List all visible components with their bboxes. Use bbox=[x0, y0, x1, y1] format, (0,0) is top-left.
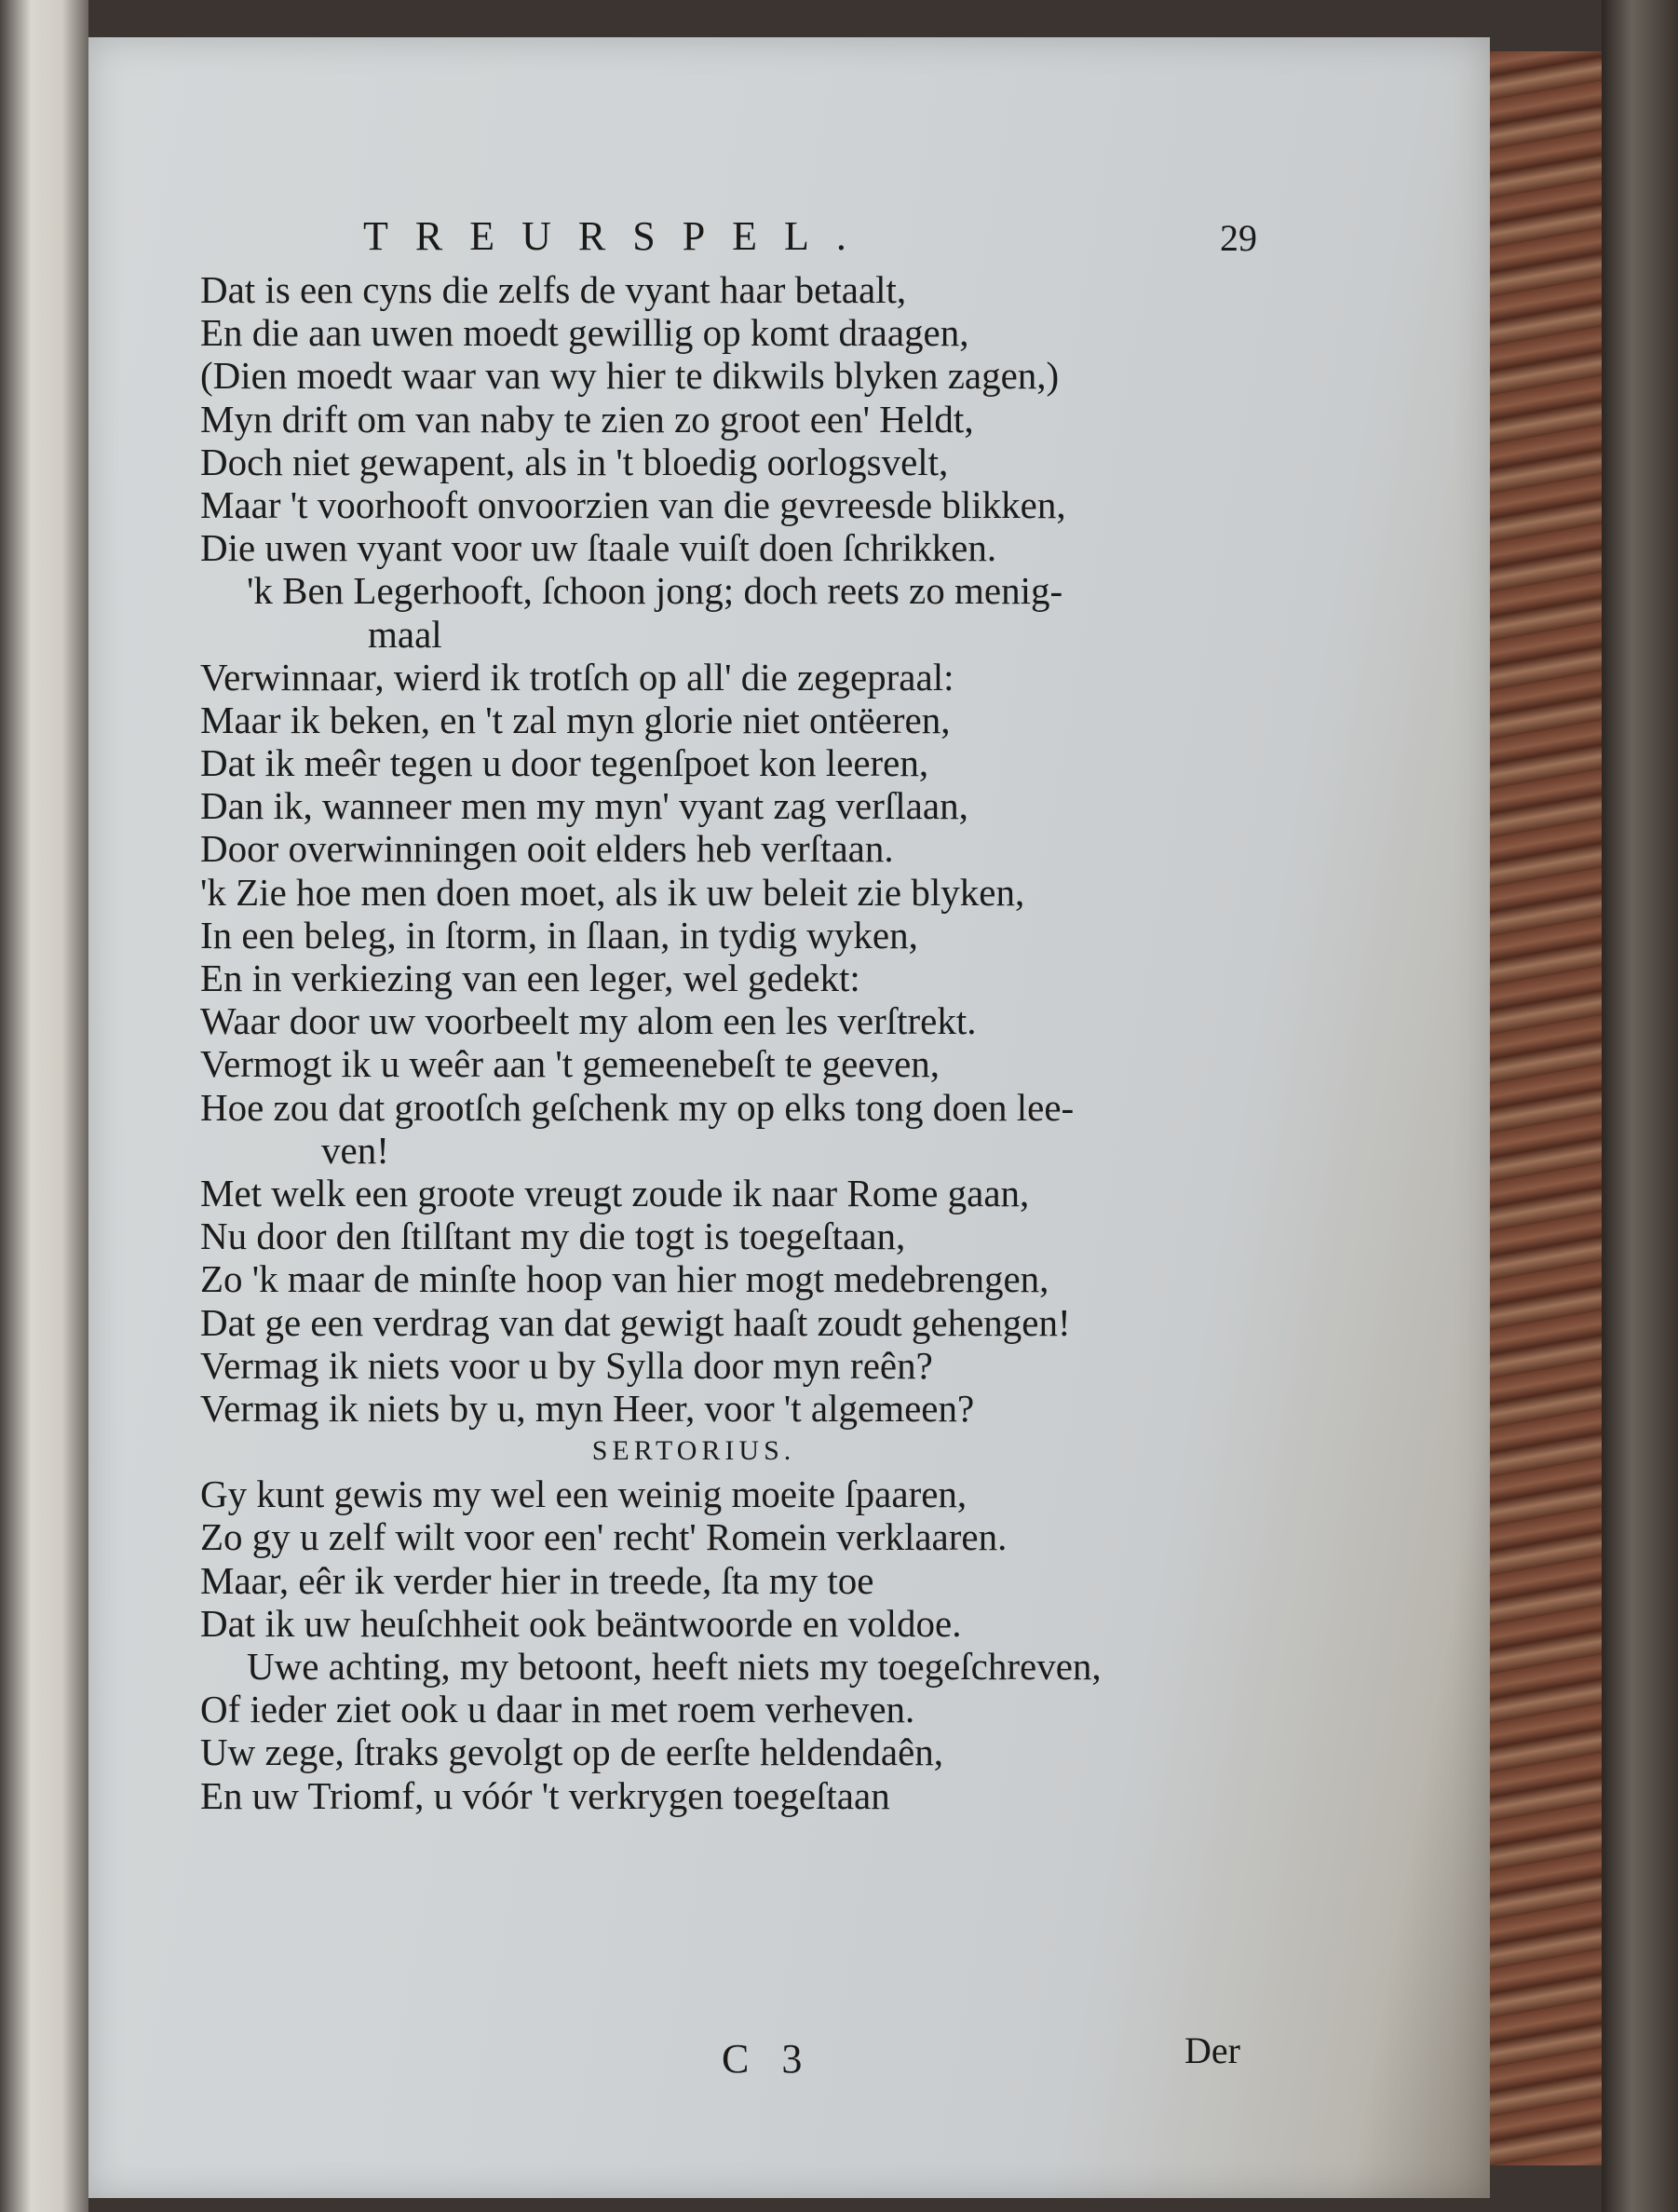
verse-line: Zo gy u zelf wilt voor een' recht' Romein verklaaren. bbox=[200, 1515, 1008, 1559]
marbled-page-edges bbox=[1490, 51, 1602, 2165]
verse-line: Doch niet gewapent, als in 't bloedig oorlogsvelt, bbox=[200, 440, 949, 483]
verse-line: Dat ik uw heuſchheit ook beäntwoorde en voldoe. bbox=[200, 1601, 962, 1645]
verse-line: Of ieder ziet ook u daar in met roem verheven. bbox=[200, 1688, 915, 1731]
verse-line: Waar door uw voorbeelt my alom een les verſtrekt. bbox=[200, 999, 977, 1043]
verse-line: Myn drift om van naby te zien zo groot een' Heldt, bbox=[200, 397, 974, 441]
verse-line: Zo 'k maar de minſte hoop van hier mogt medebrengen, bbox=[200, 1257, 1049, 1301]
verse-text bbox=[200, 268, 1299, 1817]
verse-line: Dan ik, wanneer men my myn' vyant zag verſlaan, bbox=[200, 784, 968, 828]
verse-line: En in verkiezing van een leger, wel gedekt: bbox=[200, 957, 860, 999]
speaker-name: SERTORIUS. bbox=[591, 1435, 796, 1467]
verse-line: (Dien moedt waar van wy hier te dikwils blyken zagen,) bbox=[200, 354, 1060, 398]
catchword: Der bbox=[1184, 2029, 1240, 2071]
verse-line: Vermag ik niets voor u by Sylla door myn reên? bbox=[200, 1343, 933, 1387]
verse-line: Dat ik meêr tegen u door tegenſpoet kon leeren, bbox=[200, 741, 929, 785]
page-header bbox=[363, 212, 1257, 268]
verse-line: Met welk een groote vreugt zoude ik naar Rome gaan, bbox=[200, 1171, 1030, 1215]
verse-line: En die aan uwen moedt gewillig op komt draagen, bbox=[200, 311, 969, 355]
verse-line: Dat is een cyns die zelfs de vyant haar betaalt, bbox=[200, 268, 907, 311]
signature-mark: C 3 bbox=[722, 2036, 814, 2082]
verse-line: Nu door den ſtilſtant my die togt is toegeſtaan, bbox=[200, 1215, 906, 1258]
book-cover-edge bbox=[1602, 0, 1678, 2212]
verse-line: In een beleg, in ſtorm, in ſlaan, in tydig wyken, bbox=[200, 913, 918, 957]
verse-line: 'k Ben Legerhooft, ſchoon jong; doch reets zo menig- bbox=[247, 569, 1063, 613]
page-number: 29 bbox=[1220, 217, 1257, 259]
verse-line: Die uwen vyant voor uw ſtaale vuiſt doen ſchrikken. bbox=[200, 526, 997, 570]
verse-line: Gy kunt gewis my wel een weinig moeite ſpaaren, bbox=[200, 1472, 968, 1516]
verse-line: Maar, eêr ik verder hier in treede, ſta my toe bbox=[200, 1558, 874, 1602]
verse-line: 'k Zie hoe men doen moet, als ik uw beleit zie blyken, bbox=[200, 870, 1025, 914]
verse-line: Verwinnaar, wierd ik trotſch op all' die zegepraal: bbox=[200, 655, 954, 699]
verse-line: Dat ge een verdrag van dat gewigt haaſt zoudt gehengen! bbox=[200, 1300, 1071, 1344]
verse-line-continuation: maal bbox=[368, 612, 442, 656]
verse-line: Uwe achting, my betoont, heeft niets my toegeſchreven, bbox=[247, 1645, 1102, 1688]
verse-line-continuation: ven! bbox=[321, 1128, 389, 1172]
verse-line: Door overwinningen ooit elders heb verſtaan. bbox=[200, 827, 894, 871]
verse-line: Vermag ik niets by u, myn Heer, voor 't algemeen? bbox=[200, 1386, 975, 1430]
verse-line: Hoe zou dat grootſch geſchenk my op elks tong doen lee- bbox=[200, 1085, 1075, 1129]
left-page-edge bbox=[0, 0, 88, 2212]
verse-line: Maar ik beken, en 't zal myn glorie niet ontëeren, bbox=[200, 698, 951, 741]
verse-line: En uw Triomf, u vóór 't verkrygen toegeſtaan bbox=[200, 1773, 890, 1817]
verse-line: Vermogt ik u weêr aan 't gemeenebeſt te geeven, bbox=[200, 1042, 940, 1086]
running-title: TREURSPEL. bbox=[363, 213, 873, 259]
verse-line: Maar 't voorhooft onvoorzien van die gevreesde blikken, bbox=[200, 482, 1066, 526]
verse-line: Uw zege, ſtraks gevolgt op de eerſte heldendaên, bbox=[200, 1730, 944, 1774]
